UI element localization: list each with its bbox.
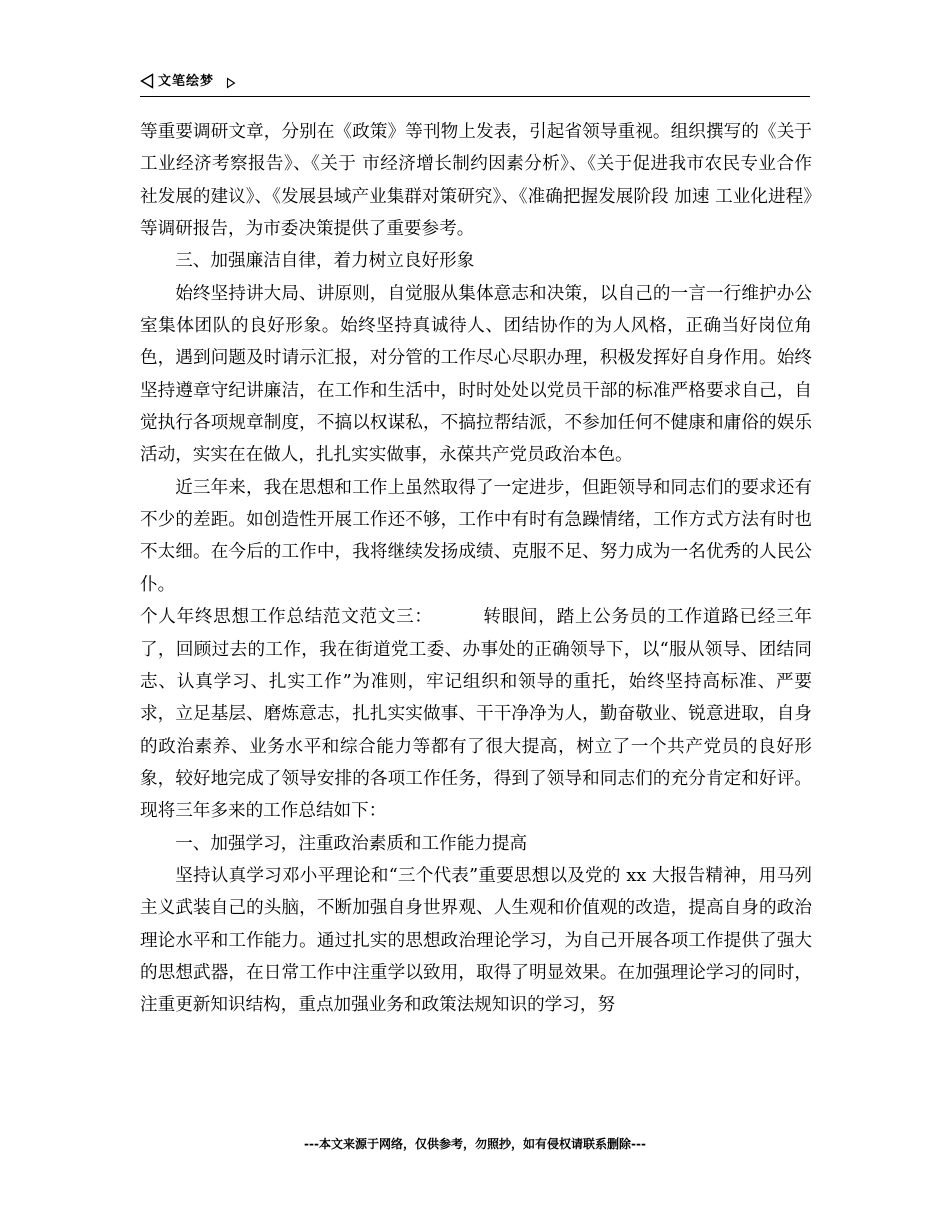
sample-three-title: 个人年终思想工作总结范文范文三： [140,607,433,628]
paragraph-shortcomings: 近三年来，我在思想和工作上虽然取得了一定进步，但距领导和同志们的要求还有不少的差距。如创造性开展工作还不够，工作中有时有急躁情绪，工作方式方法有时也不太细。在今后的工作中，我将继续发扬成绩、克服不足、努力成为一名优秀的人民公仆。 [140,477,812,595]
section-heading-study: 一、加强学习，注重政治素质和工作能力提高 [175,833,528,854]
paragraph-study: 坚持认真学习邓小平理论和“三个代表”重要思想以及党的 xx 大报告精神，用马列主义武装自己的头脑，不断加强自身世界观、人生观和价值观的改造，提高自身的政治理论水平和工作能力。通过扎实的思想政治理论学习，为自己开展各项工作提供了强大的思想武器，在日常工作中注重学以致用，取得了明显效果。在加强理论学习的同时，注重更新知识结构，重点加强业务和政策法规知识的学习，努 [140,865,812,1016]
page-header [140,72,810,97]
triangle-left-outline-icon [140,73,154,89]
section-heading-integrity: 三、加强廉洁自律，着力树立良好形象 [175,251,475,272]
sample-three-text: 转眼间，踏上公务员的工作道路已经三年了，回顾过去的工作，我在街道党工委、办事处的正确领导下，以“服从领导、团结同志、认真学习、扎实工作”为准则，牢记组织和领导的重托，始终坚持高标准、严要求，立足基层、磨炼意志，扎扎实实做事、干干净净为人，勤奋敬业、锐意进取，自身的政治素养、业务水平和综合能力等都有了很大提高，树立了一个共产党员的良好形象，较好地完成了领导安排的各项工作任务，得到了领导和同志们的充分肯定和好评。现将三年多来的工作总结如下： [140,607,812,822]
page-footer-disclaimer: ---本文来源于网络，仅供参考，勿照抄，如有侵权请联系删除--- [304,1137,646,1151]
paragraph-integrity: 始终坚持讲大局、讲原则，自觉服从集体意志和决策，以自己的一言一行维护办公室集体团队的良好形象。始终坚持真诚待人、团结协作的为人风格，正确当好岗位角色，遇到问题及时请示汇报，对分管的工作尽心尽职办理，积极发挥好自身作用。始终坚持遵章守纪讲廉洁，在工作和生活中，时时处处以党员干部的标准严格要求自己，自觉执行各项规章制度，不搞以权谋私，不搞拉帮结派，不参加任何不健康和庸俗的娱乐活动，实实在在做人，扎扎实实做事，永葆共产党员政治本色。 [140,283,812,466]
paragraph-continuation: 等重要调研文章，分别在《政策》等刊物上发表，引起省领导重视。组织撰写的《关于 工业经济考察报告》、《关于 市经济增长制约因素分析》、《关于促进我市农民专业合作社发展的建议》、《发展县域产业集群对策研究》、《准确把握发展阶段 加速 工业化进程》等调研报告，为市委决策提供了重要参考。 [140,122,812,240]
header-title: 文笔绘梦 [158,74,215,89]
paragraph-sample-three [140,601,812,827]
triangle-right-outline-icon [226,74,236,86]
document-body [140,116,812,1022]
